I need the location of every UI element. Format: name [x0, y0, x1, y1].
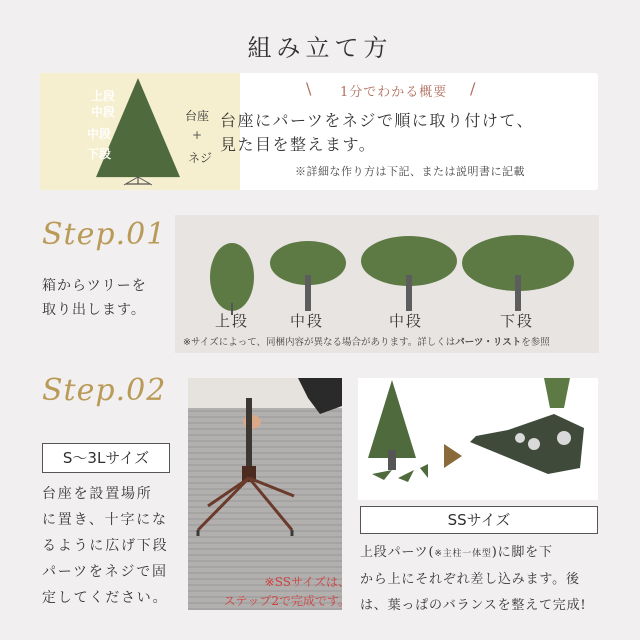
summary-heading: 1分でわかる概要 — [340, 85, 448, 100]
step1-parts-panel — [175, 215, 599, 353]
summary-note: ※詳細な作り方は下記、または説明書に記載 — [295, 165, 525, 178]
step2-description — [42, 481, 182, 611]
heading-slash-right: / — [470, 79, 476, 98]
step2-title: Step.02 — [42, 373, 167, 408]
parts-list-reference: パーツ・リスト — [455, 337, 522, 348]
ss-size-note — [212, 573, 350, 611]
step2-desc-line: 定してください。 — [42, 590, 169, 606]
ss-description — [360, 540, 600, 619]
screw-label: ネジ — [188, 151, 213, 165]
ss-desc-line: は、葉っぱのバランスを整えて完成! — [360, 598, 587, 613]
summary-body-line: 見た目を整えます。 — [220, 135, 377, 154]
step1-note-text: を参照 — [521, 337, 550, 348]
step1-desc-line: 取り出します。 — [42, 302, 146, 318]
tree-label-bottom: 下段 — [87, 147, 112, 161]
step1-desc-line: 箱からツリーを — [42, 278, 147, 294]
heading-slash-left: \ — [306, 79, 312, 98]
step2-desc-line: 台座を設置場所 — [42, 486, 153, 502]
step2-desc-line: に置き、十字にな — [42, 512, 168, 528]
summary-card — [40, 73, 598, 190]
step1-note — [183, 334, 550, 348]
step1-description — [42, 274, 172, 322]
step1-title: Step.01 — [42, 217, 167, 252]
summary-tree-illustration — [40, 73, 240, 190]
part-label-middle-1: 中段 — [290, 312, 325, 330]
step2-desc-line: るように広げ下段 — [42, 538, 169, 554]
ss-desc-text: )に脚を下 — [491, 545, 553, 560]
tree-icon — [40, 73, 240, 190]
plus-label: + — [192, 128, 203, 142]
step2-desc-line: パーツをネジで固 — [42, 564, 168, 580]
ss-desc-text: 上段パーツ( — [360, 545, 435, 560]
page-title: 組み立て方 — [247, 34, 393, 62]
ss-note-line: ステップ2で完成です。 — [223, 594, 350, 608]
tree-label-middle-2: 中段 — [87, 127, 112, 141]
base-label: 台座 — [185, 109, 210, 123]
part-label-middle-2: 中段 — [389, 312, 424, 330]
tree-label-middle-1: 中段 — [91, 105, 116, 119]
tree-label-top: 上段 — [91, 89, 116, 103]
ss-desc-line: から上にそれぞれ差し込みます。後 — [360, 572, 580, 587]
ss-stand-illustration — [358, 378, 598, 500]
size-label-box: S〜3Lサイズ — [42, 443, 170, 473]
ss-assembly-illustration — [358, 378, 598, 500]
step1-note-text: ※サイズによって、同梱内容が異なる場合があります。詳しくは — [183, 337, 456, 348]
ss-desc-small-text: ※主柱一体型 — [434, 549, 492, 559]
summary-body — [220, 109, 590, 157]
tree-parts-illustration — [175, 215, 599, 353]
ss-desc-line — [360, 540, 600, 567]
ss-note-line: ※SSサイズは、 — [264, 575, 350, 589]
part-label-top: 上段 — [215, 312, 250, 330]
summary-body-line: 台座にパーツをネジで順に取り付けて、 — [220, 111, 535, 130]
ss-size-label-box: SSサイズ — [360, 506, 598, 534]
part-label-bottom: 下段 — [500, 312, 535, 330]
